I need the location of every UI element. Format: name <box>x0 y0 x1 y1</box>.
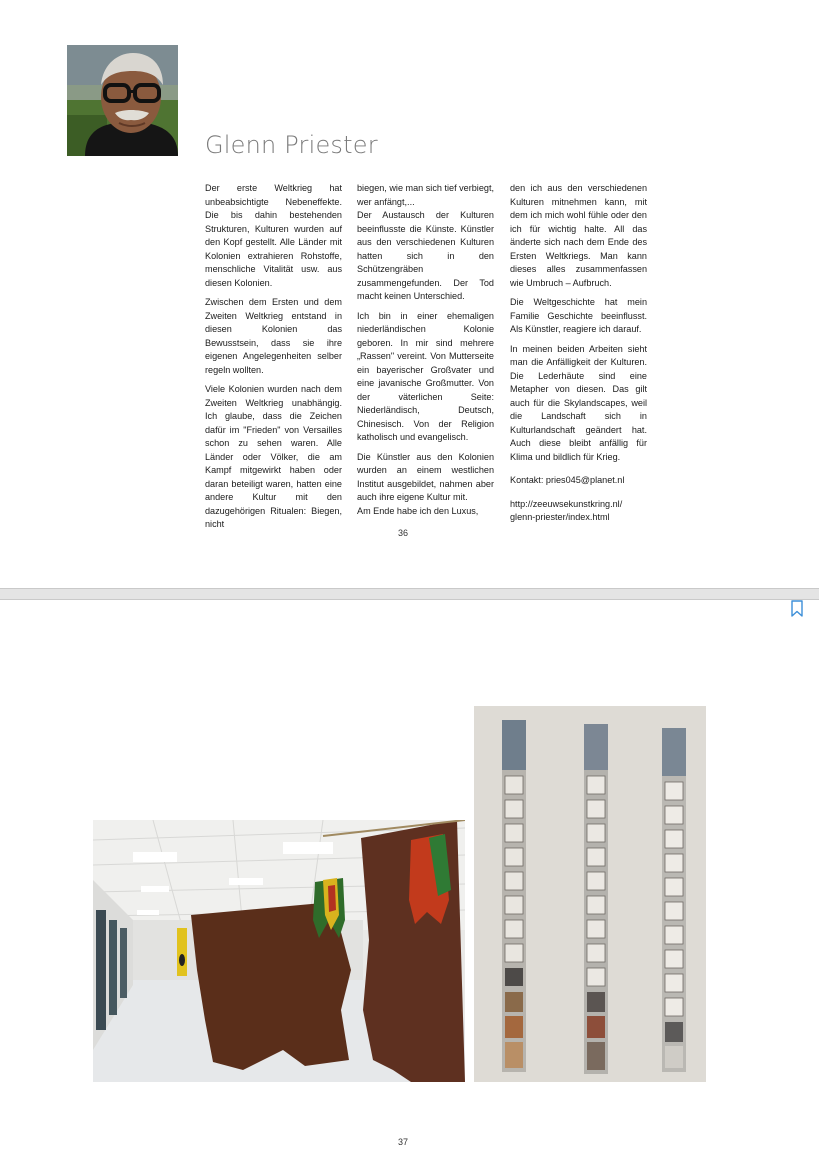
website-link-line-1[interactable]: http://zeeuwsekunstkring.nl/ <box>510 498 623 509</box>
skylandscapes-photo <box>474 706 706 1082</box>
paragraph: In meinen beiden Arbeiten sieht man die Anfälligkeit der Kulturen. Die Lederhäute sind eine Metapher von diesen. Das gilt auch für die Skylandscapes, weil die Landschaft sich in Kulturlandschaft geändert hat. Auch diese bleibt anfällig für Klima und bildlich für Krieg. <box>510 343 647 462</box>
exhibition-image <box>93 820 465 1082</box>
page-number: 37 <box>397 1137 408 1147</box>
text-column-3 <box>510 182 647 525</box>
text-column-2 <box>357 182 494 518</box>
author-portrait <box>67 45 178 156</box>
page-separator <box>0 588 819 600</box>
paragraph: Am Ende habe ich den Luxus, <box>357 505 479 516</box>
text-column-1 <box>205 182 342 532</box>
paragraph: Der erste Weltkrieg hat unbeabsichtigte Nebeneffekte. Die bis dahin bestehenden Strukturen, Kulturen wurden auf den Kopf gestellt. Alle Länder mit Kolonien extrahieren Rohstoffe, menschliche Vitalität usw. aus diesen Kolonien. <box>205 183 342 288</box>
paragraph: Viele Kolonien wurden nach dem Zweiten Weltkrieg unabhängig. Ich glaube, dass die Zeichen dafür im "Frieden" von Versailles schon zu sehen waren. Alle Länder oder Völker, die am Kampf mitgewirkt haben oder daran beteiligt waren, hatten eine andere Kultur mit den dazugehörigen Ritualen: Biegen, nicht <box>205 384 342 529</box>
paragraph: biegen, wie man sich tief verbiegt, wer anfängt,... <box>357 183 494 207</box>
paragraph: Der Austausch der Kulturen beeinflusste die Künste. Künstler aus den verschiedenen Kulturen hatten sich in den Schützengräben zusammengefunden. Der Tod macht keinen Unterschied. <box>357 210 494 301</box>
article-title: Glenn Priester <box>205 131 378 159</box>
page-number: 36 <box>397 528 408 538</box>
contact-email[interactable]: Kontakt: pries045@planet.nl <box>510 475 625 485</box>
paragraph: Zwischen dem Ersten und dem Zweiten Weltkrieg entstand in diesen Kolonien das Bewusstsein, dass sie ihre eigenen Angelegenheiten selber regeln wollten. <box>205 297 342 375</box>
paragraph: Ich bin in einer ehemaligen niederländischen Kolonie geboren. In mir sind mehrere „Rassen" vereint. Von Mutterseite ein bayerischer Großvater und eine javanische Großmutter. Von der väterlichen Seite: Niederländisch, Deutsch, Chinesisch. Von der Religion katholisch und evangelisch. <box>357 310 494 442</box>
paragraph: den ich aus den verschiedenen Kulturen mitnehmen kann, mit dem ich mich wohl fühle oder den ich für wichtig halte. All das änderte sich nach dem Ende des Ersten Weltkriegs. Man kann dieses alles zusammenfassen wie Umbruch – Aufbruch. <box>510 183 647 288</box>
skylandscapes-image <box>474 706 706 1082</box>
paragraph: Die Weltgeschichte hat mein Familie Geschichte beeinflusst. Als Künstler, reagiere ich darauf. <box>510 297 647 334</box>
website-link-line-2[interactable]: glenn-priester/index.html <box>510 512 610 522</box>
exhibition-photo <box>93 820 465 1082</box>
page-37 <box>0 600 819 1167</box>
paragraph: Die Künstler aus den Kolonien wurden an einem westlichen Institut ausgebildet, nahmen aber auch ihre eigene Kultur mit. <box>357 451 494 502</box>
portrait-image <box>67 45 178 156</box>
bookmark-icon[interactable] <box>790 600 804 623</box>
